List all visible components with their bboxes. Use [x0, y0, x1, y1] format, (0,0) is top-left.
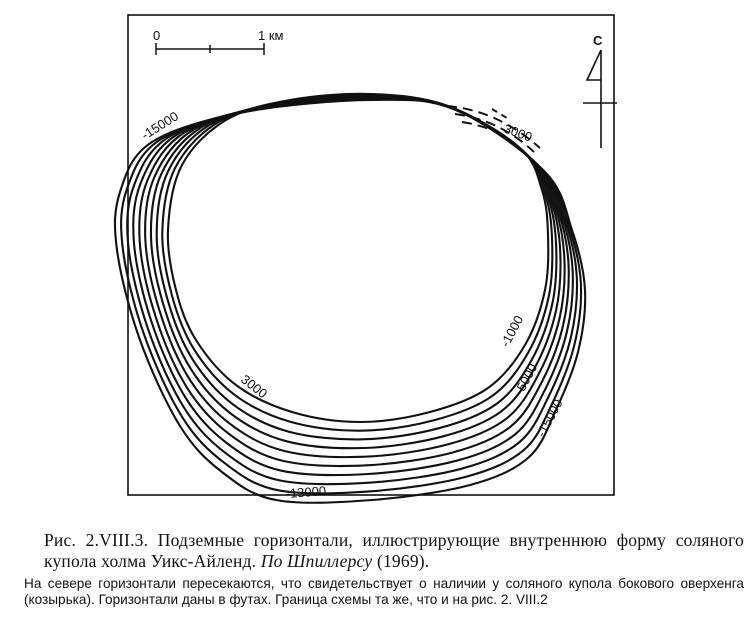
contour-line	[145, 97, 565, 457]
contour-label-s-13000: -13000	[285, 483, 327, 501]
contour-line	[162, 95, 552, 431]
contour-line	[139, 97, 569, 466]
caption-title-author: По Шпиллерсу	[260, 551, 373, 571]
scale-bar	[153, 28, 284, 55]
contour-label-se-15000: -15000	[533, 396, 566, 440]
contour-line	[151, 96, 561, 448]
contour-label-ne-3000: 3000	[501, 120, 535, 145]
contour-label-nw-15000: -15000	[138, 108, 181, 143]
contour-label-s-3000: 3000	[238, 371, 271, 402]
contour-value-labels	[139, 108, 566, 501]
scale-end-label: 1 км	[258, 28, 284, 43]
north-arrow-icon	[583, 33, 617, 148]
figure-caption-note: На севере горизонтали пересекаются, что свидетельствует о наличии у соляного купола бокового оверхенга (козырька). Горизонтали даны в футах. Граница схемы та же, что и на рис. 2. VIII.2	[24, 576, 744, 607]
contour-label-e-5000: -5000	[511, 361, 541, 398]
caption-title-lead: Рис. 2.VIII.3. Подземные горизонтали, иллюстрирующие внутреннюю форму соляного купола холма Уикс-Айленд.	[44, 530, 744, 571]
contour-line	[157, 95, 557, 439]
contour-lines	[115, 94, 585, 503]
caption-title-year: (1969).	[376, 551, 430, 571]
contour-line	[121, 99, 581, 493]
figure-caption-title	[44, 530, 744, 572]
north-label: С	[593, 33, 603, 48]
scale-start-label: 0	[153, 28, 161, 43]
contour-label-e-1000: -1000	[497, 313, 527, 350]
contour-line	[168, 94, 548, 422]
